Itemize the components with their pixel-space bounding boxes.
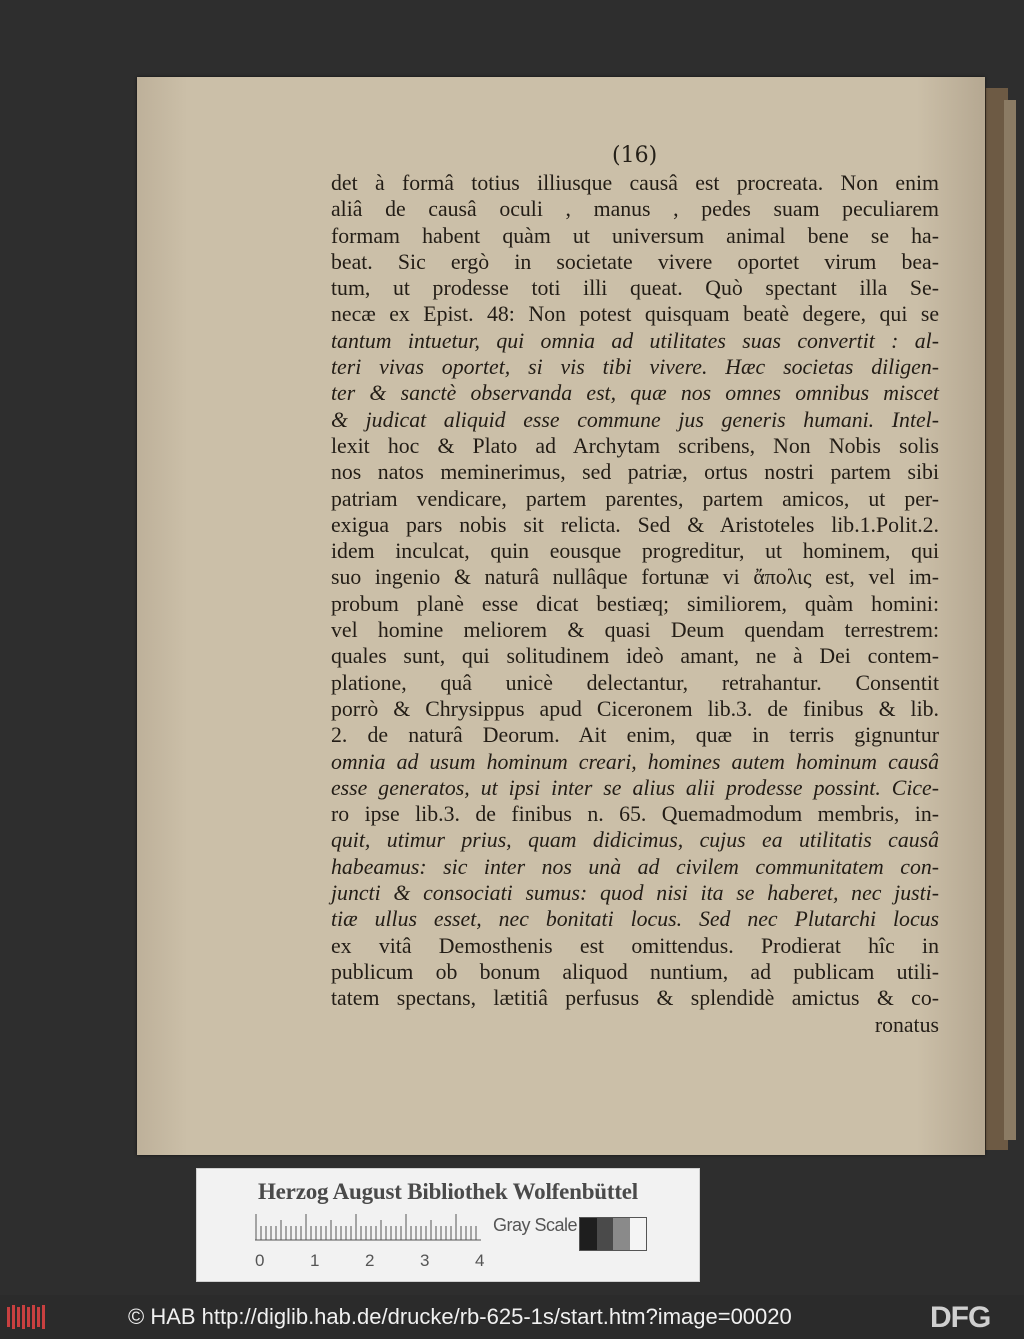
text-line: ro ipse lib.3. de finibus n. 65. Quemadmodum membris, in- bbox=[331, 802, 939, 827]
text-line: porrò & Chrysippus apud Ciceronem lib.3. de finibus & lib. bbox=[331, 696, 939, 721]
color-ruler-card bbox=[196, 1168, 700, 1282]
gray-swatches bbox=[579, 1217, 647, 1251]
page-number: (16) bbox=[612, 143, 658, 168]
text-line: formam habent quàm ut universum animal bene se ha- bbox=[331, 223, 939, 248]
text-line: juncti & consociati sumus: quod nisi ita se haberet, nec justi- bbox=[331, 881, 939, 906]
ruler-tick-label: 1 bbox=[310, 1251, 320, 1270]
text-line: det à formâ totius illiusque causâ est procreata. Non enim bbox=[331, 171, 939, 195]
text-line: aliâ de causâ oculi , manus , pedes suam peculiarem bbox=[331, 197, 939, 222]
page-text bbox=[331, 170, 939, 1038]
dfg-logo: DFG bbox=[930, 1301, 991, 1334]
text-line: necæ ex Epist. 48: Non potest quisquam beatè degere, qui se bbox=[331, 302, 939, 327]
text-line: tum, ut prodesse toti illi queat. Quò spectant illa Se- bbox=[331, 276, 939, 301]
ruler-scale bbox=[255, 1213, 481, 1241]
text-line: idem inculcat, quin eousque progreditur, ut hominem, qui bbox=[331, 539, 939, 564]
footer-bar bbox=[0, 1295, 1024, 1339]
text-line: publicum ob bonum aliquod nuntium, ad publicam utili- bbox=[331, 959, 939, 984]
text-line: beat. Sic ergò in societate vivere oportet virum bea- bbox=[331, 249, 939, 274]
text-line: ter & sanctè observanda est, quæ nos omnes omnibus miscet bbox=[331, 381, 939, 406]
text-line: lexit hoc & Plato ad Archytam scribens, Non Nobis solis bbox=[331, 433, 939, 458]
ruler-tick-label: 4 bbox=[475, 1251, 485, 1270]
text-line: patriam vendicare, partem parentes, partem amicos, ut per- bbox=[331, 486, 939, 511]
text-line: nos natos meminerimus, sed patriæ, ortus nostri partem sibi bbox=[331, 460, 939, 485]
text-line: tatem spectans, lætitiâ perfusus & splendidè amictus & co- bbox=[331, 986, 939, 1011]
text-line: 2. de naturâ Deorum. Ait enim, quæ in terris gignuntur bbox=[331, 723, 939, 748]
text-line: exigua pars nobis sit relicta. Sed & Aristoteles lib.1.Polit.2. bbox=[331, 512, 939, 537]
gray-swatch bbox=[613, 1218, 630, 1250]
text-line: suo ingenio & naturâ nullâque fortunæ vi ἄπολις est, vel im- bbox=[331, 565, 939, 590]
text-line: esse generatos, ut ipsi inter se alius alii prodesse possint. Cice- bbox=[331, 775, 939, 800]
text-line: tiæ ullus esset, nec bonitati locus. Sed nec Plutarchi locus bbox=[331, 907, 939, 932]
text-line: teri vivas oportet, si vis tibi vivere. Hæc societas diligen- bbox=[331, 355, 939, 380]
text-line: platione, quâ unicè delectantur, retrahantur. Consentit bbox=[331, 670, 939, 695]
ruler-tick-label: 2 bbox=[365, 1251, 375, 1270]
gray-swatch bbox=[580, 1218, 597, 1250]
ruler-tick-label: 0 bbox=[255, 1251, 265, 1270]
text-line: omnia ad usum hominum creari, homines autem hominum causâ bbox=[331, 749, 939, 774]
text-line: quit, utimur prius, quam didicimus, cujus ea utilitatis causâ bbox=[331, 828, 939, 853]
text-line: habeamus: sic inter nos unà ad civilem communitatem con- bbox=[331, 854, 939, 879]
catchword: ronatus bbox=[874, 1012, 939, 1037]
footer-copyright-link[interactable]: © HAB http://diglib.hab.de/drucke/rb-625-1s/start.htm?image=00020 bbox=[128, 1304, 792, 1329]
text-line: quales sunt, qui solitudinem ideò amant, ne à Dei contem- bbox=[331, 644, 939, 669]
text-line: vel homine meliorem & quasi Deum quendam terrestrem: bbox=[331, 618, 939, 643]
gray-swatch bbox=[597, 1218, 614, 1250]
hab-logo-icon bbox=[6, 1303, 46, 1331]
book-edge-inner bbox=[1004, 100, 1016, 1140]
gray-swatch bbox=[630, 1218, 647, 1250]
text-line: & judicat aliquid esse commune jus generis humani. Intel- bbox=[331, 407, 939, 432]
text-line: ex vitâ Demosthenis est omittendus. Prodierat hîc in bbox=[331, 933, 939, 958]
text-line: probum planè esse dicat bestiæq; similiorem, quàm homini: bbox=[331, 591, 939, 616]
text-line: tantum intuetur, qui omnia ad utilitates suas convertit : al- bbox=[331, 328, 939, 353]
gray-scale-label: Gray Scale bbox=[493, 1215, 578, 1235]
library-name: Herzog August Bibliothek Wolfenbüttel bbox=[257, 1179, 639, 1204]
ruler-tick-label: 3 bbox=[420, 1251, 430, 1270]
